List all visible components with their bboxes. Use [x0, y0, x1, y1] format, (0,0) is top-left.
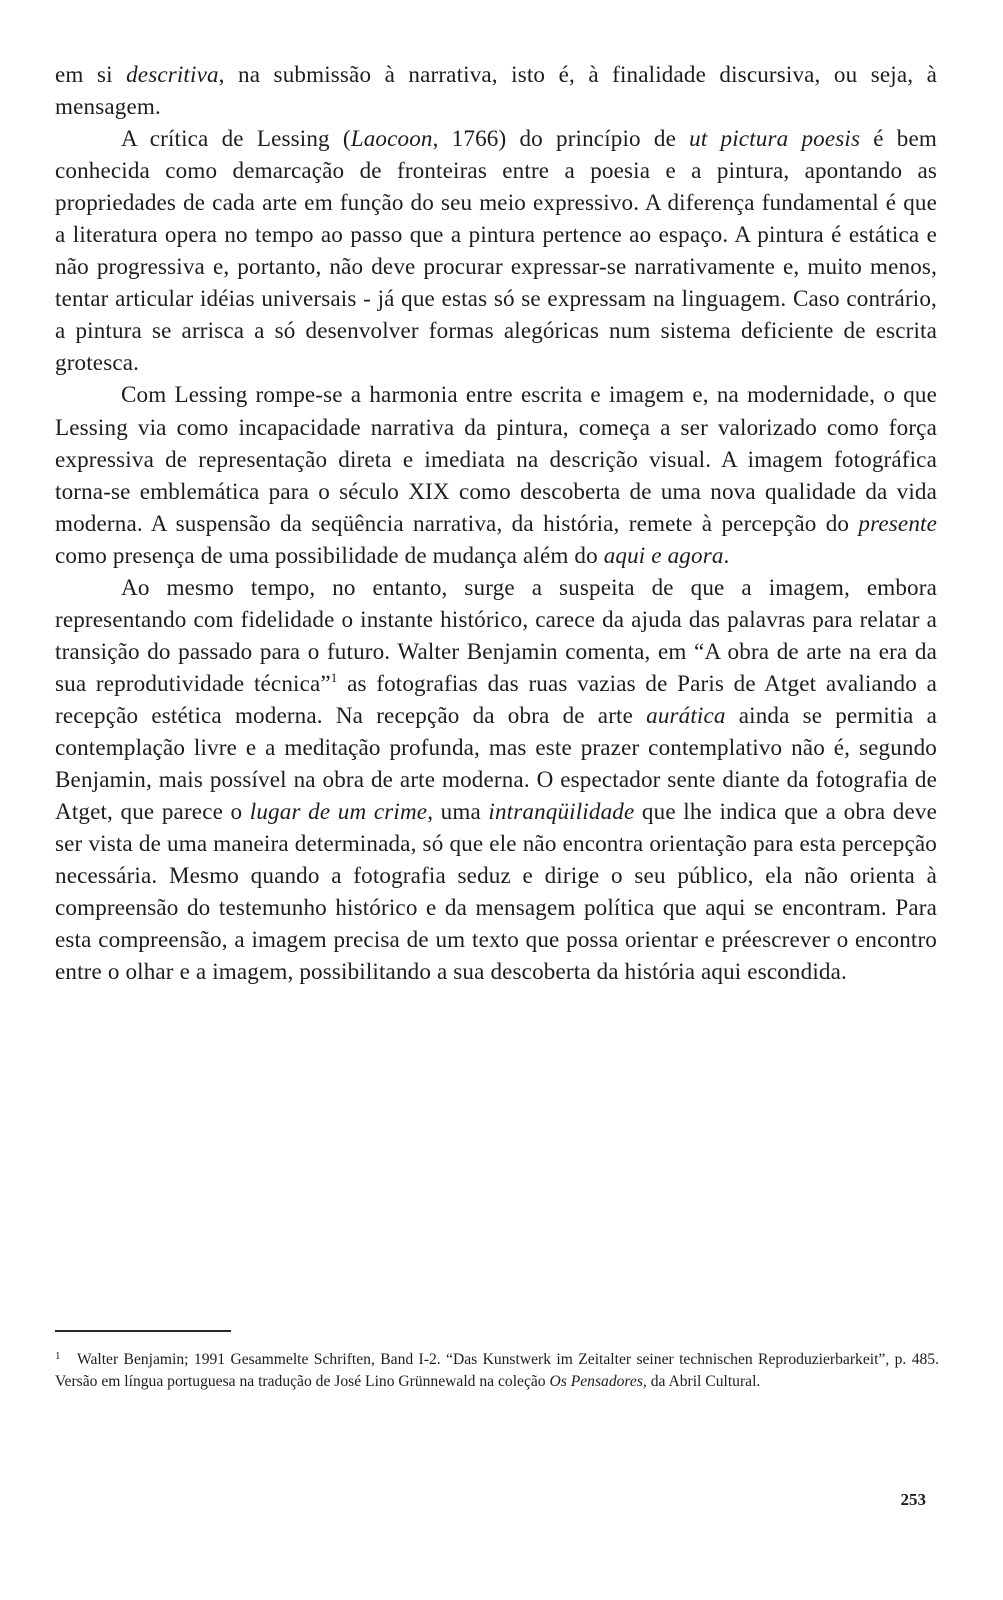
text-run: Com Lessing rompe-se a harmonia entre escrita e imagem e, na modernidade, o que Lessing via como incapacidade narrativa da pintura, começa a ser valorizado como força expressiva de representação direta e imediata na descrição visual. A imagem fotográfica torna-se emblemática para o século XIX como descoberta de uma nova qualidade da vida moderna. A suspensão da seqüência narrativa, da história, remete à percepção do [55, 381, 937, 536]
paragraph-1 [55, 58, 937, 122]
text-run: ainda se permitia a contemplação livre e a meditação profunda, mas este prazer contemplativo não é, segundo Benjamin, mais possível na obra de arte moderna. O espectador sente diante da fotografia de Atget, que parece o [55, 701, 937, 825]
paragraph-3 [55, 378, 937, 570]
text-run: , uma [427, 798, 489, 825]
paragraph-4 [55, 571, 937, 988]
italic-text: lugar de um crime [249, 798, 428, 825]
italic-text: aurática [646, 701, 726, 728]
text-run: . [723, 541, 730, 568]
text-run: Ao mesmo tempo, no entanto, surge a suspeita de que a imagem, embora representando com fidelidade o instante histórico, carece da ajuda das palavras para relatar a transição do passado para o futuro. Walter Benjamin comenta, em “A obra de arte na era da sua reprodutividade técnica” [55, 573, 937, 696]
text-run: as fotografias das ruas vazias de Paris de Atget avaliando a recepção estética moderna. Na recepção da obra de arte [55, 669, 937, 728]
text-run: que lhe indica que a obra deve ser vista de uma maneira determinada, só que ele não encontra orientação para esta percepção necessária. Mesmo quando a fotografia seduz e dirige o seu público, ela não orienta à compreensão do testemunho histórico e da mensagem política que aqui se encontram. Para esta compreensão, a imagem precisa de um texto que possa orientar e préescrever o encontro entre o olhar e a imagem, possibilitando a sua descoberta da história aqui escondida. [55, 798, 937, 985]
text-run: , na submissão à narrativa, isto é, à finalidade discursiva, ou seja, à mensagem. [55, 61, 937, 120]
italic-text: presente [858, 509, 937, 536]
text-run: como presença de uma possibilidade de mudança além do [55, 541, 604, 568]
page-number: 253 [900, 1490, 926, 1509]
text-run: em si [55, 61, 127, 87]
text-run: , 1766) do princípio de [432, 125, 690, 152]
paragraph-2 [55, 122, 937, 378]
italic-text: Laocoon [350, 125, 433, 152]
footnote-divider [55, 1330, 231, 1332]
text-run: A crítica de Lessing ( [121, 125, 351, 152]
italic-text: Os Pensadores [549, 1373, 643, 1390]
footnote: 1 Walter Benjamin; 1991 Gesammelte Schriften, Band I-2. “Das Kunstwerk im Zeitalter seiner technischen Reproduzierbarkeit”, p. 485. Versão em língua portuguesa na tradução de José Lino Grünnewald na coleção Os Pensadores, da Abril Cultural. [55, 1350, 939, 1390]
italic-text: descritiva [126, 61, 219, 87]
text-run: , da Abril Cultural. [642, 1373, 761, 1390]
italic-text: intranqüilidade [488, 798, 635, 825]
footnote-text [55, 1351, 939, 1390]
italic-text: aqui e agora [603, 541, 724, 568]
text-run: é bem conhecida como demarcação de fronteiras entre a poesia e a pintura, apontando as propriedades de cada arte em função do seu meio expressivo. A diferença fundamental é que a literatura opera no tempo ao passo que a pintura pertence ao espaço. A pintura é estática e não progressiva e, portanto, não deve procurar expressar-se narrativamente e, muito menos, tentar articular idéias universais - já que estas só se expressam na linguagem. Caso contrário, a pintura se arrisca a só desenvolver formas alegóricas num sistema deficiente de escrita grotesca. [55, 125, 937, 376]
footnote-reference: 1 [330, 669, 338, 685]
text-run: Walter Benjamin; 1991 Gesammelte Schriften, Band I-2. “Das Kunstwerk im Zeitalter seiner technischen Reproduzierbarkeit”, p. 485. Versão em língua portuguesa na tradução de José Lino Grünnewald na coleção [55, 1351, 939, 1390]
body-text [55, 58, 937, 987]
italic-text: ut pictura poesis [689, 125, 861, 152]
